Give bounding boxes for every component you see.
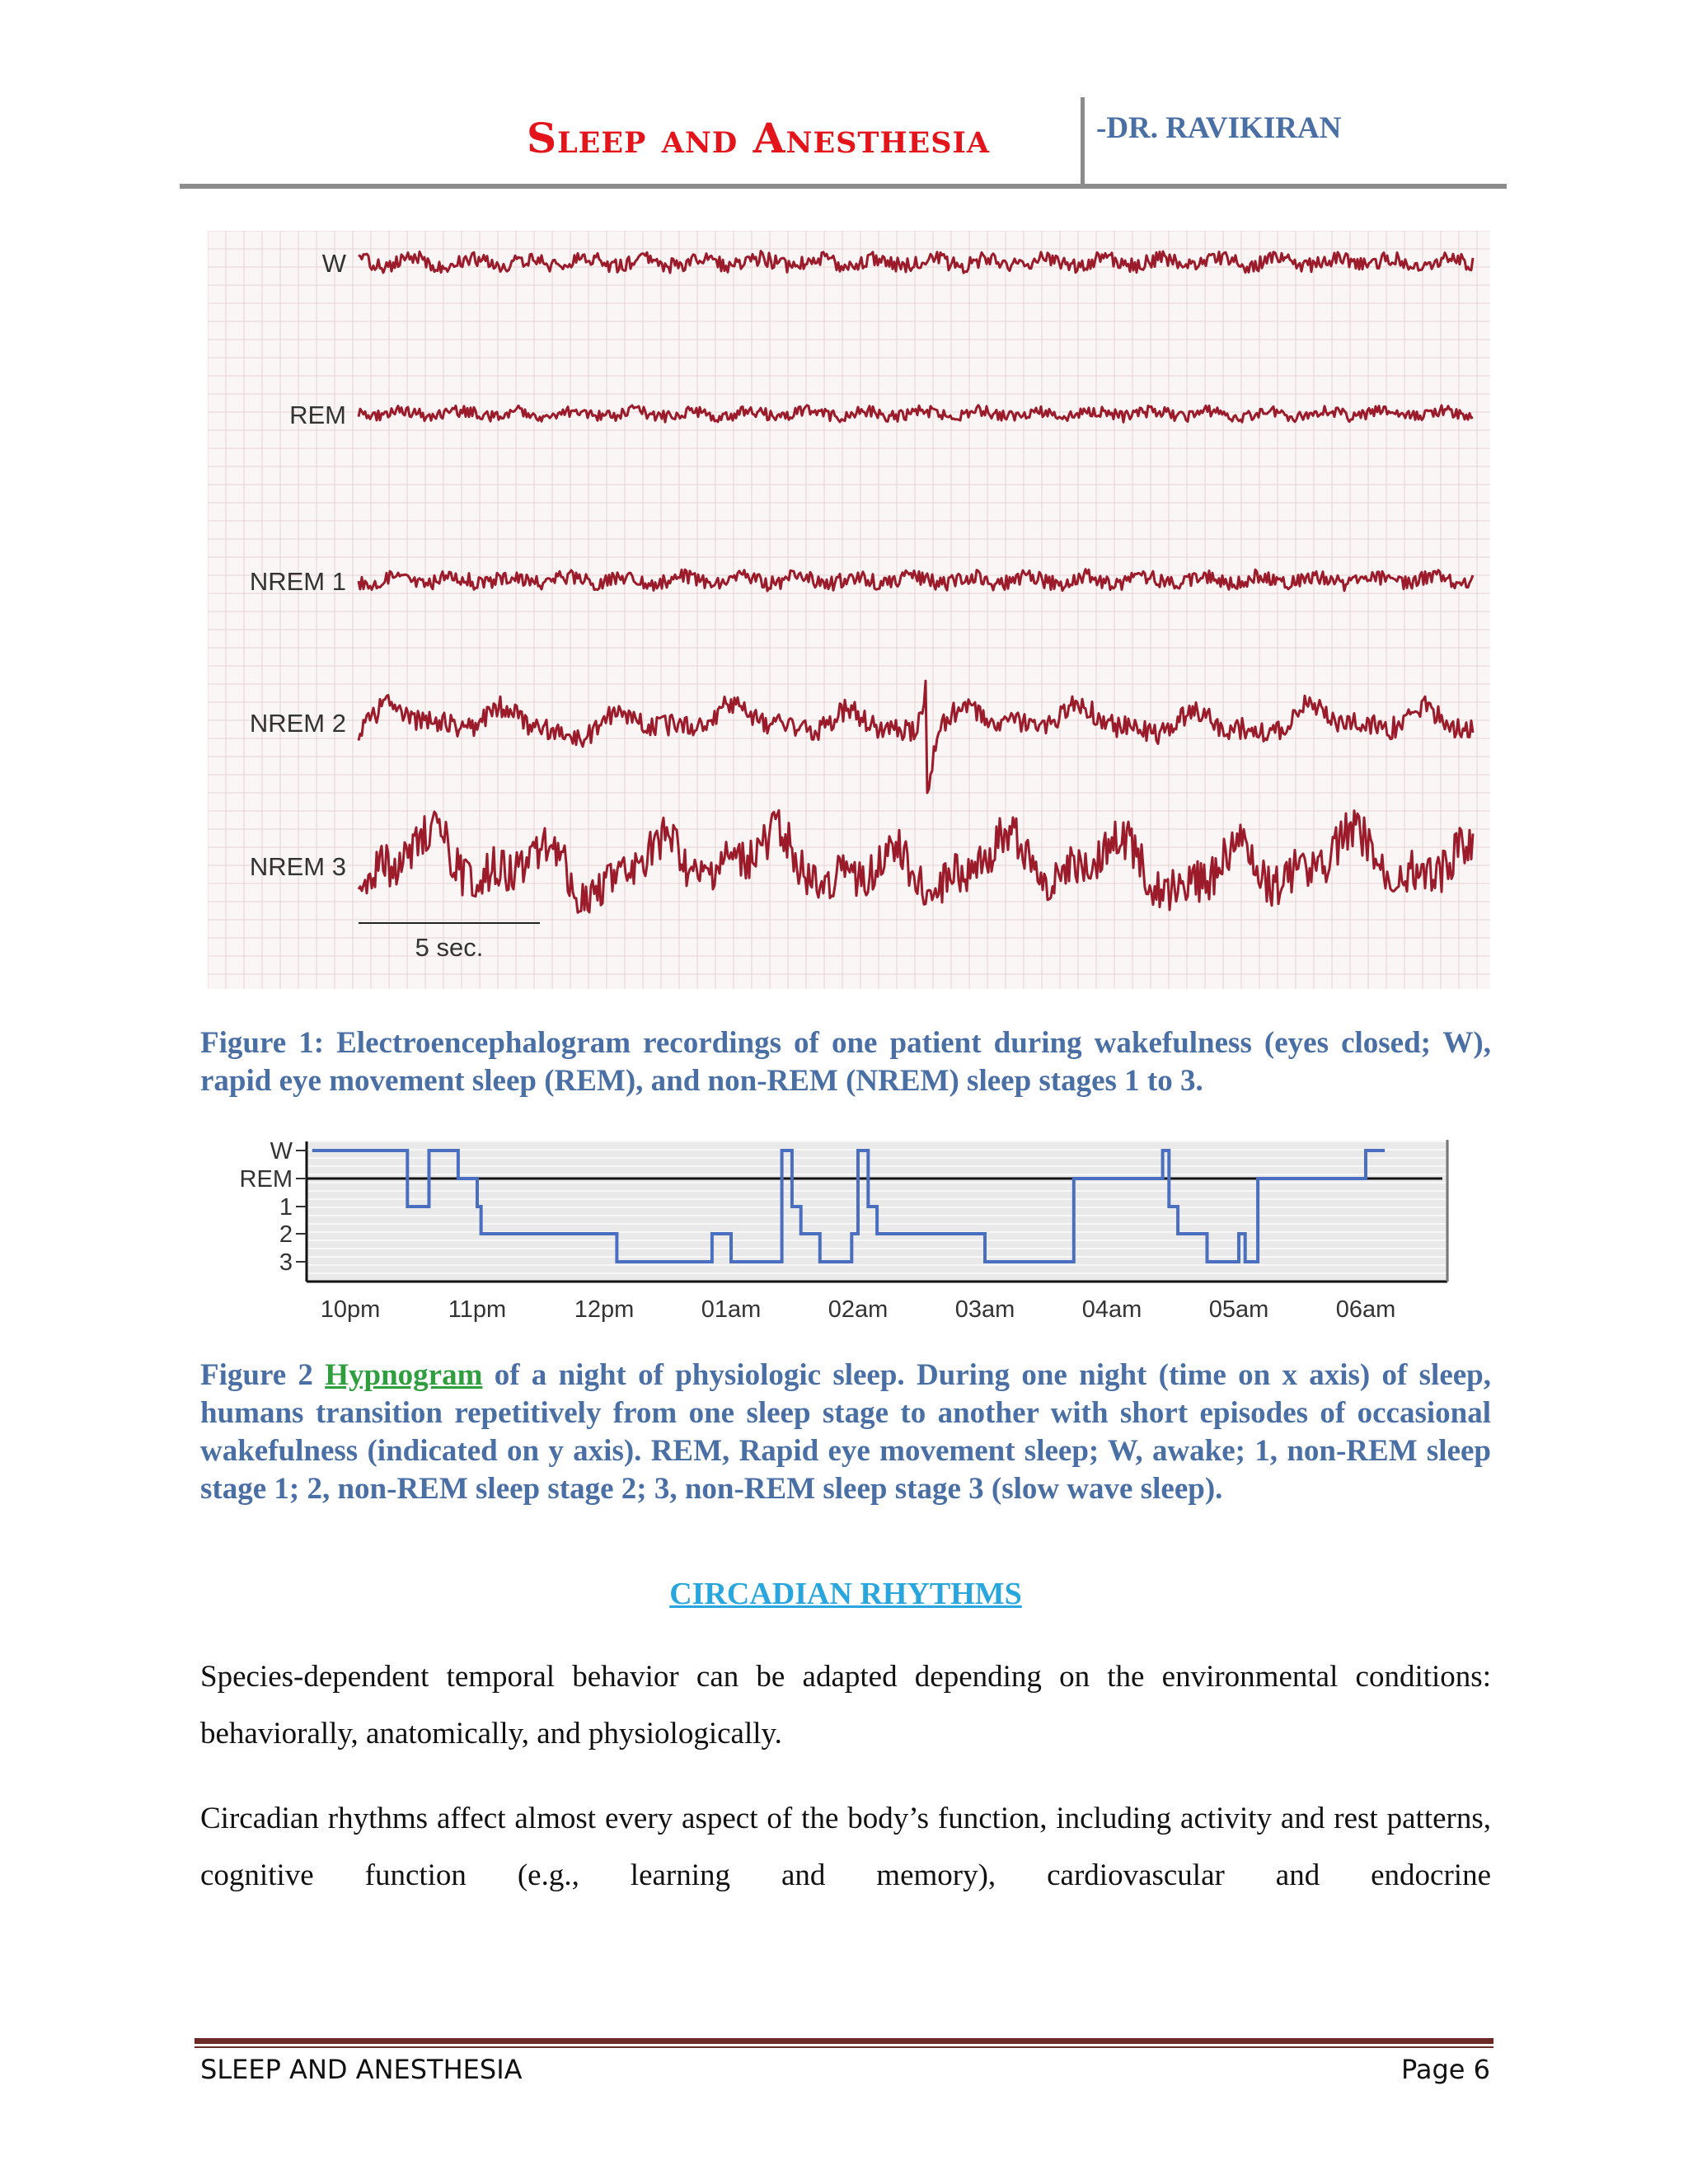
figure2-caption-text: of a night of physiologic sleep. During one night (time on x axis) of sleep, humans transition repetitively from one sleep stage to another with short episodes of occasional wakefulness (indicated on y axis). REM, Rapid eye movement sleep; W, awake; 1, non-REM sleep stage 1; 2, non-REM sleep stage 2; 3, non-REM sleep stage 3 (slow wave sleep). [200,1358,1491,1506]
y-tick-label: 3 [279,1249,293,1276]
eeg-channel-label: NREM 1 [249,567,346,596]
hypnogram-link[interactable]: Hypnogram [325,1358,483,1392]
x-tick-label: 10pm [320,1296,381,1323]
x-tick-label: 11pm [448,1296,507,1323]
footer-rule-thin [195,2046,1493,2048]
eeg-channel-label: W [321,249,346,278]
footer-title: SLEEP AND ANESTHESIA [200,2054,523,2085]
eeg-figure [208,231,1490,989]
scale-label: 5 sec. [415,933,484,962]
eeg-channel-label: REM [289,401,346,429]
figure1-caption: Figure 1: Electroencephalogram recordings of one patient during wakefulness (eyes closed; W), rapid eye movement sleep (REM), and non-REM (NREM) sleep stages 1 to 3. [200,1026,1491,1098]
paragraph-1: Species-dependent temporal behavior can be adapted depending on the environmental conditions: behaviorally, anatomically, and physiologically. [200,1660,1491,1750]
x-tick-label: 04am [1081,1296,1142,1323]
y-tick-label: 2 [279,1221,293,1248]
paragraph-2: Circadian rhythms affect almost every aspect of the body’s function, including activity and rest patterns, cognitive function (e.g., learning and memory), cardiovascular and endocrine [200,1802,1491,1892]
figure2-caption [200,1357,1491,1508]
eeg-background [208,231,1490,989]
x-tick-label: 03am [954,1296,1015,1323]
eeg-channel-label: NREM 2 [249,709,346,738]
eeg-channel-label: NREM 3 [249,852,346,881]
x-tick-label: 01am [701,1296,762,1323]
header-title: Sleep and Anesthesia [526,114,991,162]
page-number: Page 6 [1401,2054,1490,2085]
x-tick-label: 05am [1208,1296,1269,1323]
x-tick-label: 12pm [574,1296,635,1323]
footer-rule [195,2038,1493,2044]
header-divider [1081,97,1085,186]
x-tick-label: 06am [1335,1296,1396,1323]
y-tick-label: W [270,1138,293,1165]
x-tick-label: 02am [828,1296,889,1323]
section-heading[interactable]: CIRCADIAN RHYTHMS [669,1577,1022,1611]
header-author: -DR. RAVIKIRAN [1096,111,1342,145]
figure2-caption-prefix: Figure 2 [200,1358,326,1392]
hypnogram-chart [206,1133,1459,1323]
header-rule [180,184,1507,189]
y-tick-label: REM [239,1166,293,1193]
y-tick-label: 1 [279,1194,293,1221]
